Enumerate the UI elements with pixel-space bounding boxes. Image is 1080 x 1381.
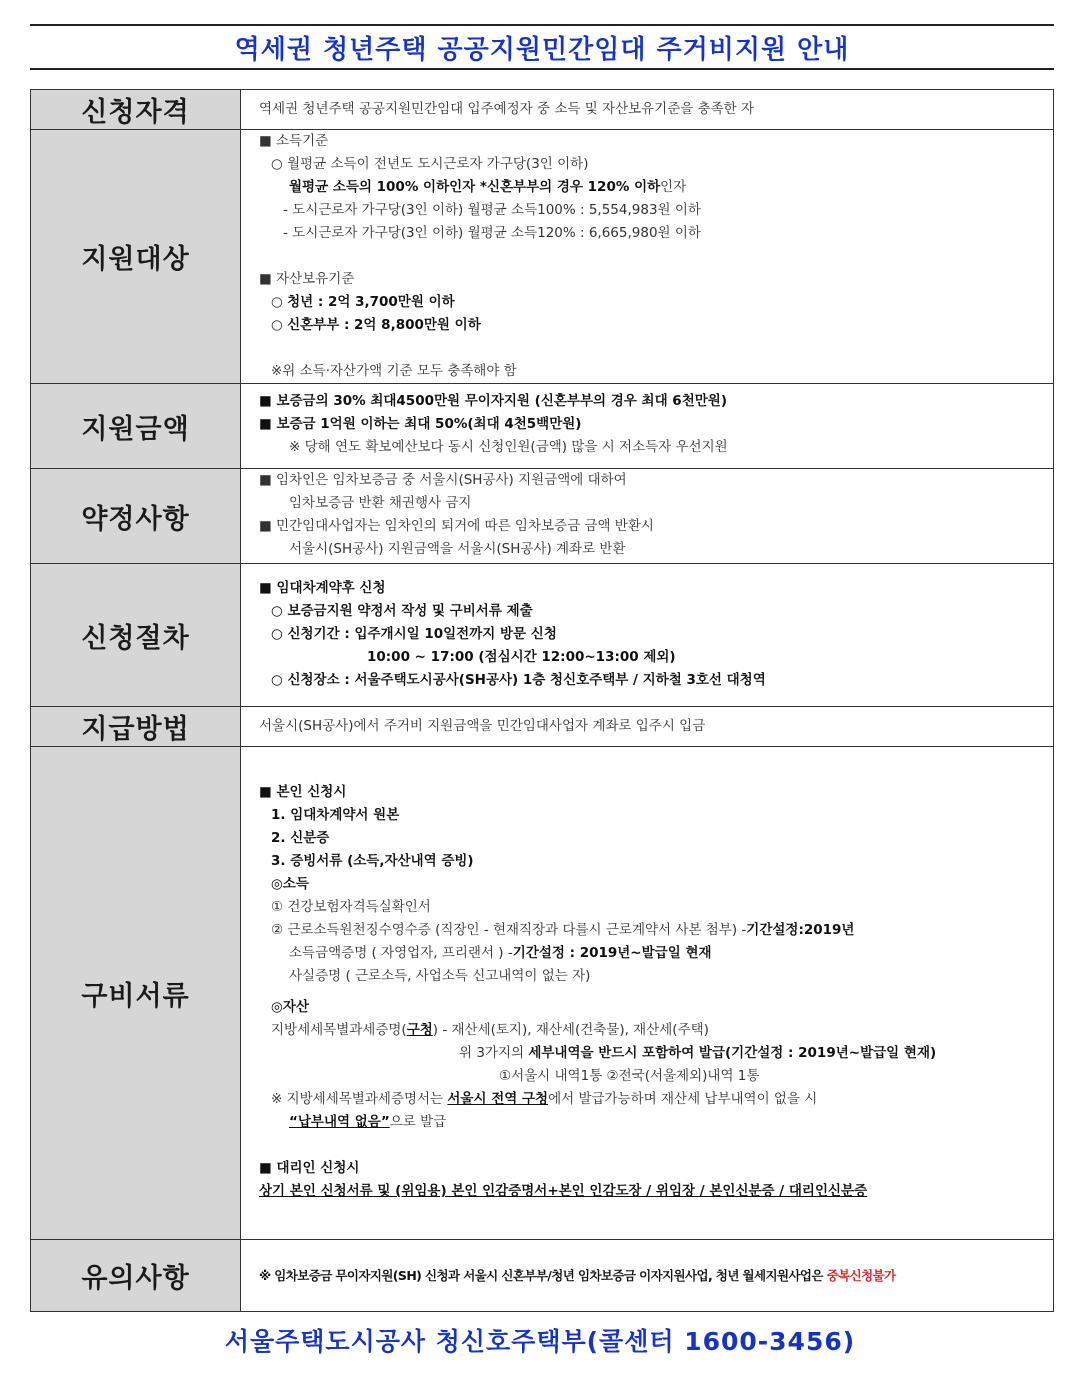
page-title: 역세권 청년주택 공공지원민간임대 주거비지원 안내 <box>234 34 850 65</box>
docs-item3: 3. 증빙서류 (소득,자산내역 증빙) <box>271 853 474 869</box>
docs-income2 <box>259 919 1053 942</box>
content-payment <box>241 707 1054 747</box>
agreement-line2: 임차보증금 반환 채권행사 금지 <box>289 495 472 511</box>
asset-newlywed-text: 신혼부부 : 2억 8,800만원 이하 <box>287 317 481 333</box>
procedure-line5: ○ 신청장소 : 서울주택도시공사(SH공사) 1층 청신호주택부 / 지하철 3호선 대청역 <box>271 672 766 688</box>
docs-asset1-pre: 지방세세목별과세증명( <box>271 1022 407 1038</box>
docs-asset-title: ◎자산 <box>271 999 309 1015</box>
label-caution: 유의사항 <box>31 1240 241 1312</box>
docs-income2-bold: 기간설정:2019년 <box>746 922 855 938</box>
docs-income-title: ◎소득 <box>271 876 309 892</box>
docs-asset1-bold: 구청 <box>406 1022 433 1038</box>
docs-asset4-bold: 서울시 전역 구청 <box>447 1091 549 1107</box>
agreement-line4: 서울시(SH공사) 지원금액을 서울시(SH공사) 계좌로 반환 <box>289 541 626 557</box>
docs-income1: ① 건강보험자격득실확인서 <box>271 899 431 915</box>
procedure-line3: ○ 신청기간 : 입주개시일 10일전까지 방문 신청 <box>271 626 557 642</box>
asset-newlywed <box>259 314 1053 337</box>
docs-asset2 <box>259 1042 1053 1065</box>
amount-line2: ■ 보증금 1억원 이하는 최대 50%(최대 4천5백만원) <box>259 416 582 432</box>
docs-item1: 1. 임대차계약서 원본 <box>271 807 400 823</box>
docs-income3 <box>259 942 1053 965</box>
income-header: ■ 소득기준 <box>259 133 329 149</box>
docs-income2-text: ② 근로소득원천징수영수증 (직장인 - 현재직장과 다를시 근로계약서 사본 첨부) - <box>271 922 747 938</box>
row-procedure <box>31 564 1054 707</box>
asset-youth-text: 청년 : 2억 3,700만원 이하 <box>287 294 455 310</box>
label-eligibility: 신청자격 <box>31 90 241 130</box>
docs-income4: 사실증명 ( 근로소득, 사업소득 신고내역이 없는 자) <box>289 968 591 984</box>
amount-line1: ■ 보증금의 30% 최대4500만원 무이자지원 (신혼부부의 경우 최대 6천만원) <box>259 393 727 409</box>
caution-text-main: ※ 임차보증금 무이자지원(SH) 신청과 서울시 신혼부부/청년 임차보증금 이자지원사업, 청년 월세지원사업은 <box>259 1268 827 1283</box>
procedure-line1: ■ 임대차계약후 신청 <box>259 580 386 596</box>
docs-asset5-post: 으로 발급 <box>389 1114 447 1130</box>
label-documents: 구비서류 <box>31 747 241 1240</box>
row-caution <box>31 1240 1054 1312</box>
procedure-line2: ○ 보증금지원 약정서 작성 및 구비서류 제출 <box>271 603 533 619</box>
income-line2-bold: 월평균 소득의 100% 이하인자 *신혼부부의 경우 120% 이하 <box>289 179 661 195</box>
docs-self-header: ■ 본인 신청시 <box>259 784 347 800</box>
docs-proxy-header: ■ 대리인 신청시 <box>259 1160 360 1176</box>
content-target <box>241 130 1054 384</box>
docs-asset5 <box>259 1111 1053 1134</box>
info-table <box>30 89 1054 1312</box>
asset-youth <box>259 291 1053 314</box>
docs-income3-text: 소득금액증명 ( 자영업자, 프리랜서 ) - <box>289 945 513 961</box>
procedure-line4: 10:00 ~ 17:00 (점심시간 12:00~13:00 제외) <box>367 649 676 665</box>
content-eligibility <box>241 90 1054 130</box>
docs-item2: 2. 신분증 <box>271 830 330 846</box>
row-agreement <box>31 469 1054 564</box>
footer-contact: 서울주택도시공사 청신호주택부(콜센터 1600-3456) <box>224 1327 856 1356</box>
income-line4: - 도시근로자 가구당(3인 이하) 월평균 소득120% : 6,665,980원 이하 <box>283 225 701 241</box>
content-documents <box>241 747 1054 1240</box>
income-line1: ○ 월평균 소득이 전년도 도시근로자 가구당(3인 이하) <box>271 156 589 172</box>
row-target <box>31 130 1054 384</box>
docs-asset2-bold: 세부내역을 반드시 포함하여 발급(기간설정 : 2019년~발급일 현재) <box>528 1045 937 1061</box>
label-agreement: 약정사항 <box>31 469 241 564</box>
caution-text <box>259 1264 1053 1287</box>
amount-line3: ※ 당해 연도 확보예산보다 동시 신청인원(금액) 많을 시 저소득자 우선지원 <box>289 439 728 455</box>
income-line3: - 도시근로자 가구당(3인 이하) 월평균 소득100% : 5,554,983원 이하 <box>283 202 701 218</box>
content-procedure <box>241 564 1054 707</box>
asset-header: ■ 자산보유기준 <box>259 271 355 287</box>
row-payment <box>31 707 1054 747</box>
docs-asset4 <box>259 1088 1053 1111</box>
docs-asset4-pre: ※ 지방세세목별과세증명서는 <box>271 1091 448 1107</box>
content-caution <box>241 1240 1054 1312</box>
agreement-line3: ■ 민간임대사업자는 임차인의 퇴거에 따른 임차보증금 금액 반환시 <box>259 518 654 534</box>
income-line2 <box>259 176 1053 199</box>
target-note: ※위 소득·자산가액 기준 모두 충족해야 함 <box>271 363 517 379</box>
content-amount <box>241 384 1054 469</box>
asset-newlywed-bullet: ○ <box>271 317 288 333</box>
label-procedure: 신청절차 <box>31 564 241 707</box>
label-target: 지원대상 <box>31 130 241 384</box>
docs-asset3: ①서울시 내역1통 ②전국(서울제외)내역 1통 <box>499 1068 760 1084</box>
payment-text: 서울시(SH공사)에서 주거비 지원금액을 민간임대사업자 계좌로 입주시 입금 <box>259 718 706 734</box>
content-agreement <box>241 469 1054 564</box>
row-amount <box>31 384 1054 469</box>
docs-asset2-pre: 위 3가지의 <box>459 1045 529 1061</box>
docs-asset5-bold: “납부내역 없음” <box>289 1114 390 1130</box>
docs-asset1-post: ) - 재산세(토지), 재산세(건축물), 재산세(주택) <box>432 1022 709 1038</box>
label-amount: 지원금액 <box>31 384 241 469</box>
title-bar <box>30 24 1054 70</box>
income-line2-tail: 인자 <box>660 179 687 195</box>
docs-asset1 <box>259 1019 1053 1042</box>
eligibility-text: 역세권 청년주택 공공지원민간임대 입주예정자 중 소득 및 자산보유기준을 충족한 자 <box>259 101 755 117</box>
caution-warning: 중복신청불가 <box>826 1268 896 1283</box>
docs-proxy-text: 상기 본인 신청서류 및 (위임용) 본인 인감증명서+본인 인감도장 / 위임장 / 본인신분증 / 대리인신분증 <box>259 1183 868 1199</box>
docs-asset4-post: 에서 발급가능하며 재산세 납부내역이 없을 시 <box>548 1091 818 1107</box>
agreement-line1: ■ 임차인은 임차보증금 중 서울시(SH공사) 지원금액에 대하여 <box>259 472 627 488</box>
row-eligibility <box>31 90 1054 130</box>
label-payment: 지급방법 <box>31 707 241 747</box>
asset-youth-bullet: ○ <box>271 294 288 310</box>
docs-income3-bold: 기간설정 : 2019년~발급일 현재 <box>512 945 712 961</box>
row-documents <box>31 747 1054 1240</box>
